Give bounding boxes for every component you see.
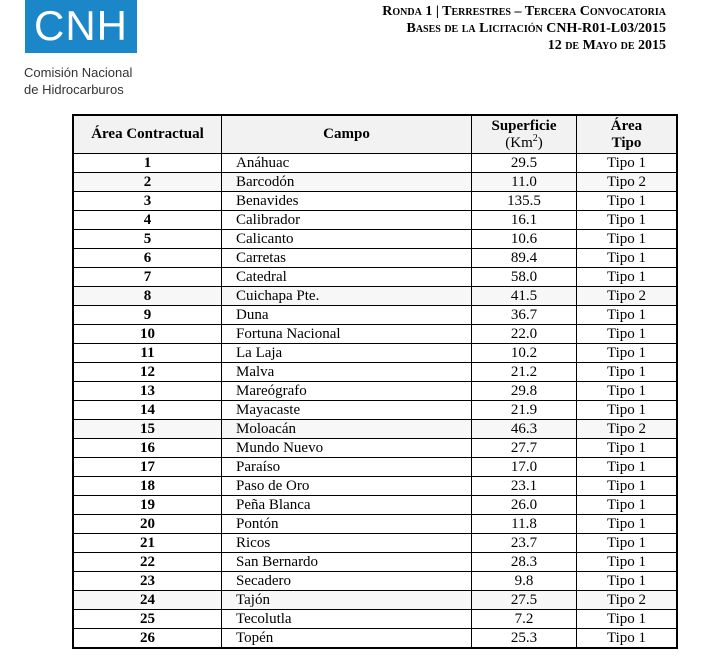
campo-cell: Paso de Oro (222, 477, 472, 496)
tipo-cell: Tipo 1 (577, 344, 678, 363)
campo-cell: Paraíso (222, 458, 472, 477)
table-row (73, 344, 677, 363)
tipo-cell: Tipo 2 (577, 173, 678, 192)
document-header (382, 3, 666, 54)
tipo-cell: Tipo 1 (577, 382, 678, 401)
superficie-cell: 27.7 (472, 439, 577, 458)
area-cell: 19 (73, 496, 222, 515)
area-cell: 5 (73, 230, 222, 249)
area-cell: 20 (73, 515, 222, 534)
table-row (73, 591, 677, 610)
tipo-cell: Tipo 1 (577, 154, 678, 173)
superficie-cell: 29.8 (472, 382, 577, 401)
superficie-cell: 11.8 (472, 515, 577, 534)
table-header-row (73, 115, 677, 154)
tipo-cell: Tipo 1 (577, 629, 678, 649)
campo-cell: Topén (222, 629, 472, 649)
campo-cell: Secadero (222, 572, 472, 591)
tipo-cell: Tipo 1 (577, 553, 678, 572)
areas-table (72, 114, 678, 649)
campo-cell: Calicanto (222, 230, 472, 249)
campo-cell: Catedral (222, 268, 472, 287)
tipo-label-line2: Tipo (611, 134, 642, 151)
tipo-cell: Tipo 2 (577, 591, 678, 610)
table-row (73, 610, 677, 629)
table-row (73, 287, 677, 306)
superficie-cell: 7.2 (472, 610, 577, 629)
superficie-cell: 9.8 (472, 572, 577, 591)
area-cell: 23 (73, 572, 222, 591)
area-cell: 2 (73, 173, 222, 192)
table-row (73, 154, 677, 173)
campo-cell: La Laja (222, 344, 472, 363)
logo-subtitle-line1: Comisión Nacional (24, 65, 133, 80)
superficie-cell: 27.5 (472, 591, 577, 610)
superficie-cell: 11.0 (472, 173, 577, 192)
logo-subtitle-line2: de Hidrocarburos (24, 82, 124, 97)
area-cell: 7 (73, 268, 222, 287)
area-cell: 9 (73, 306, 222, 325)
table-row (73, 439, 677, 458)
table-row (73, 382, 677, 401)
superficie-cell: 46.3 (472, 420, 577, 439)
tipo-cell: Tipo 1 (577, 477, 678, 496)
table-row (73, 553, 677, 572)
tipo-cell: Tipo 1 (577, 192, 678, 211)
campo-cell: Peña Blanca (222, 496, 472, 515)
tipo-cell: Tipo 1 (577, 249, 678, 268)
logo-acronym: CNH (34, 2, 128, 49)
campo-cell: San Bernardo (222, 553, 472, 572)
tipo-cell: Tipo 1 (577, 515, 678, 534)
area-cell: 1 (73, 154, 222, 173)
area-cell: 12 (73, 363, 222, 382)
tipo-cell: Tipo 1 (577, 439, 678, 458)
superficie-cell: 17.0 (472, 458, 577, 477)
col-header-campo: Campo (222, 115, 472, 154)
campo-cell: Duna (222, 306, 472, 325)
col-header-tipo (577, 115, 678, 154)
area-cell: 13 (73, 382, 222, 401)
area-cell: 16 (73, 439, 222, 458)
table-row (73, 306, 677, 325)
table-row (73, 249, 677, 268)
superficie-cell: 21.2 (472, 363, 577, 382)
col-header-superficie (472, 115, 577, 154)
header-line3: 12 de Mayo de 2015 (547, 38, 666, 53)
tipo-cell: Tipo 1 (577, 458, 678, 477)
logo-subtitle (24, 64, 132, 98)
superficie-cell: 135.5 (472, 192, 577, 211)
campo-cell: Benavides (222, 192, 472, 211)
tipo-cell: Tipo 1 (577, 496, 678, 515)
superficie-cell: 16.1 (472, 211, 577, 230)
tipo-cell: Tipo 1 (577, 534, 678, 553)
tipo-label-line1: Área (610, 117, 643, 134)
tipo-cell: Tipo 2 (577, 420, 678, 439)
campo-cell: Mundo Nuevo (222, 439, 472, 458)
campo-cell: Anáhuac (222, 154, 472, 173)
superficie-cell: 41.5 (472, 287, 577, 306)
campo-cell: Tecolutla (222, 610, 472, 629)
table-row (73, 496, 677, 515)
superficie-cell: 25.3 (472, 629, 577, 649)
campo-cell: Barcodón (222, 173, 472, 192)
header-line1: Ronda 1 | Terrestres – Tercera Convocatoria (382, 4, 666, 19)
superficie-cell: 89.4 (472, 249, 577, 268)
table-row (73, 173, 677, 192)
superficie-cell: 36.7 (472, 306, 577, 325)
campo-cell: Ricos (222, 534, 472, 553)
superficie-cell: 26.0 (472, 496, 577, 515)
area-cell: 10 (73, 325, 222, 344)
superficie-cell: 22.0 (472, 325, 577, 344)
campo-cell: Tajón (222, 591, 472, 610)
table-row (73, 401, 677, 420)
campo-cell: Pontón (222, 515, 472, 534)
table-row (73, 211, 677, 230)
unit-exponent: 2 (532, 132, 538, 144)
table-row (73, 572, 677, 591)
tipo-cell: Tipo 1 (577, 610, 678, 629)
header-line2: Bases de la Licitación CNH-R01-L03/2015 (406, 21, 666, 36)
table-row (73, 477, 677, 496)
campo-cell: Moloacán (222, 420, 472, 439)
tipo-cell: Tipo 1 (577, 325, 678, 344)
campo-cell: Fortuna Nacional (222, 325, 472, 344)
tipo-cell: Tipo 1 (577, 572, 678, 591)
table-row (73, 230, 677, 249)
tipo-cell: Tipo 1 (577, 230, 678, 249)
area-cell: 17 (73, 458, 222, 477)
superficie-cell: 23.1 (472, 477, 577, 496)
campo-cell: Mareógrafo (222, 382, 472, 401)
tipo-cell: Tipo 1 (577, 211, 678, 230)
campo-cell: Mayacaste (222, 401, 472, 420)
table-row (73, 629, 677, 649)
superficie-cell: 10.2 (472, 344, 577, 363)
campo-cell: Malva (222, 363, 472, 382)
superficie-cell: 10.6 (472, 230, 577, 249)
cnh-logo (25, 0, 137, 53)
superficie-label: Superficie (491, 117, 557, 134)
area-cell: 21 (73, 534, 222, 553)
superficie-cell: 28.3 (472, 553, 577, 572)
unit-close: ) (537, 134, 543, 151)
area-cell: 26 (73, 629, 222, 649)
campo-cell: Cuichapa Pte. (222, 287, 472, 306)
col-header-area: Área Contractual (73, 115, 222, 154)
table-row (73, 363, 677, 382)
area-cell: 3 (73, 192, 222, 211)
area-cell: 15 (73, 420, 222, 439)
area-cell: 24 (73, 591, 222, 610)
table-row (73, 534, 677, 553)
area-cell: 4 (73, 211, 222, 230)
area-cell: 25 (73, 610, 222, 629)
area-cell: 22 (73, 553, 222, 572)
area-cell: 18 (73, 477, 222, 496)
campo-cell: Calibrador (222, 211, 472, 230)
superficie-cell: 21.9 (472, 401, 577, 420)
table-body (73, 154, 677, 649)
tipo-cell: Tipo 1 (577, 268, 678, 287)
unit-text: (Km (505, 134, 533, 151)
area-cell: 11 (73, 344, 222, 363)
table-row (73, 458, 677, 477)
superficie-cell: 23.7 (472, 534, 577, 553)
superficie-cell: 58.0 (472, 268, 577, 287)
tipo-cell: Tipo 1 (577, 401, 678, 420)
tipo-cell: Tipo 2 (577, 287, 678, 306)
area-cell: 14 (73, 401, 222, 420)
table-row (73, 325, 677, 344)
tipo-cell: Tipo 1 (577, 363, 678, 382)
superficie-cell: 29.5 (472, 154, 577, 173)
superficie-unit (472, 132, 576, 152)
area-cell: 8 (73, 287, 222, 306)
campo-cell: Carretas (222, 249, 472, 268)
table-row (73, 192, 677, 211)
table-row (73, 268, 677, 287)
table-row (73, 515, 677, 534)
area-cell: 6 (73, 249, 222, 268)
tipo-cell: Tipo 1 (577, 306, 678, 325)
table-row (73, 420, 677, 439)
